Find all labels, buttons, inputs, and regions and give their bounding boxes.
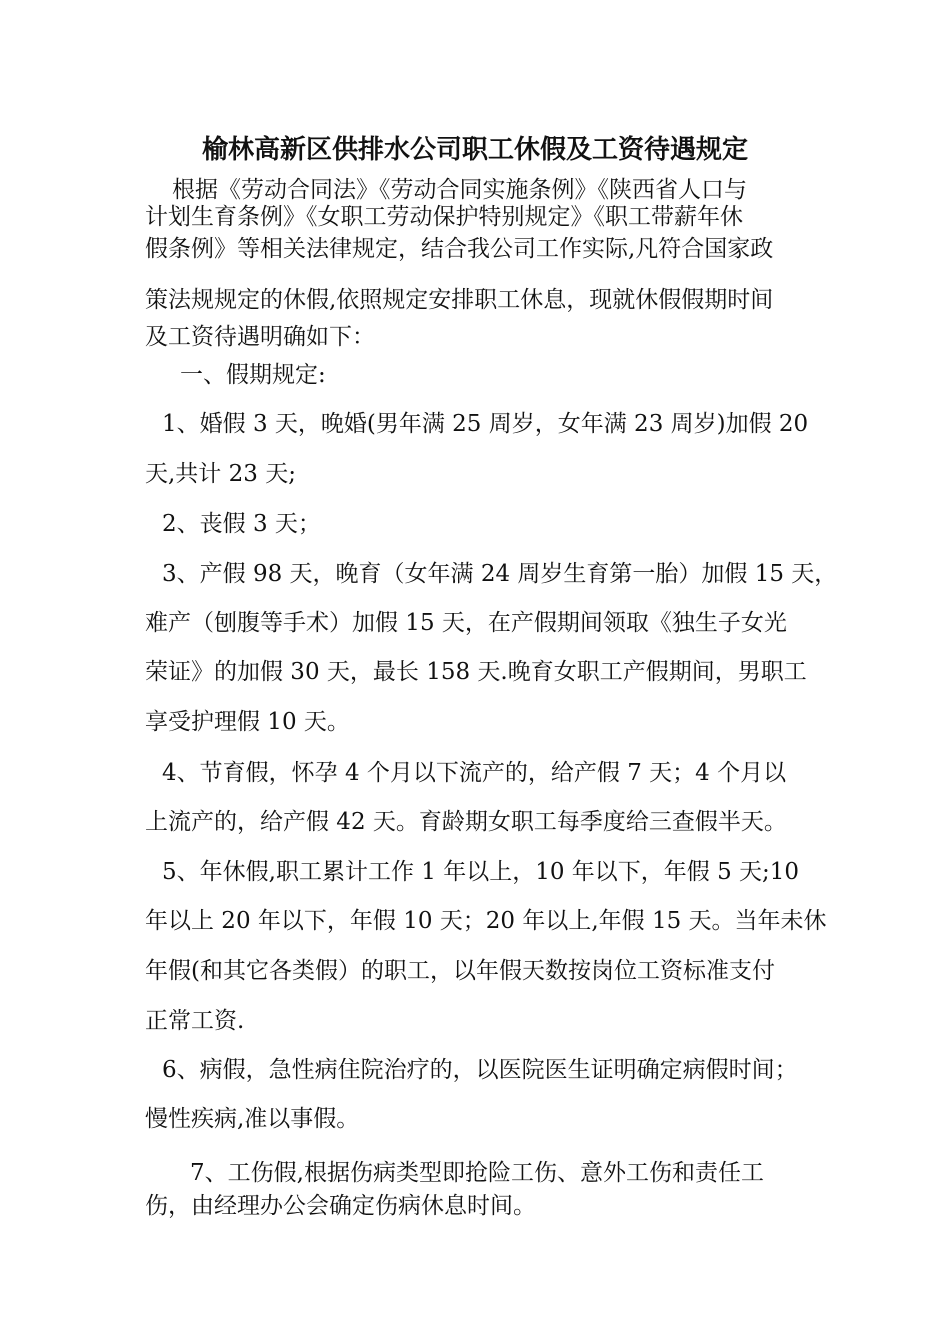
item-line: 2、丧假 3 天； (162, 511, 321, 537)
item-line: 上流产的，给产假 42 天。育龄期女职工每季度给三查假半天。 (145, 809, 787, 835)
intro-line: 及工资待遇明确如下： (145, 324, 375, 350)
item-line: 3、产假 98 天，晚育（女年满 24 周岁生育第一胎）加假 15 天， (162, 561, 838, 587)
intro-line: 根据《劳动合同法》《劳动合同实施条例》《陕西省人口与 (172, 177, 747, 203)
item-line: 正常工资. (145, 1008, 245, 1034)
item-line: 天,共计 23 天; (145, 461, 296, 487)
item-line: 难产（刨腹等手术）加假 15 天，在产假期间领取《独生子女光 (145, 610, 787, 636)
item-line: 享受护理假 10 天。 (145, 709, 350, 735)
intro-line: 计划生育条例》《女职工劳动保护特别规定》《职工带薪年休 (145, 204, 743, 230)
item-line: 7、工伤假,根据伤病类型即抢险工伤、意外工伤和责任工 (190, 1160, 764, 1186)
item-line: 6、病假，急性病住院治疗的，以医院医生证明确定病假时间； (162, 1057, 798, 1083)
item-line: 1、婚假 3 天，晚婚(男年满 25 周岁，女年满 23 周岁)加假 20 (162, 411, 809, 437)
item-line: 慢性疾病,准以事假。 (145, 1106, 360, 1132)
item-line: 年假(和其它各类假）的职工，以年假天数按岗位工资标准支付 (145, 958, 775, 984)
item-line: 年以上 20 年以下，年假 10 天；20 年以上,年假 15 天。当年未休 (145, 908, 827, 934)
item-line: 5、年休假,职工累计工作 1 年以上，10 年以下，年假 5 天;10 (162, 859, 800, 885)
section-heading: 一、假期规定: (180, 362, 326, 388)
item-line: 伤，由经理办公会确定伤病休息时间。 (145, 1193, 536, 1219)
intro-line: 假条例》等相关法律规定，结合我公司工作实际,凡符合国家政 (145, 236, 774, 262)
document-title: 榆林高新区供排水公司职工休假及工资待遇规定 (201, 135, 748, 165)
item-line: 4、节育假，怀孕 4 个月以下流产的，给产假 7 天；4 个月以 (162, 760, 787, 786)
item-line: 荣证》的加假 30 天，最长 158 天.晚育女职工产假期间，男职工 (145, 659, 807, 685)
intro-line: 策法规规定的休假,依照规定安排职工休息，现就休假假期时间 (145, 287, 774, 313)
